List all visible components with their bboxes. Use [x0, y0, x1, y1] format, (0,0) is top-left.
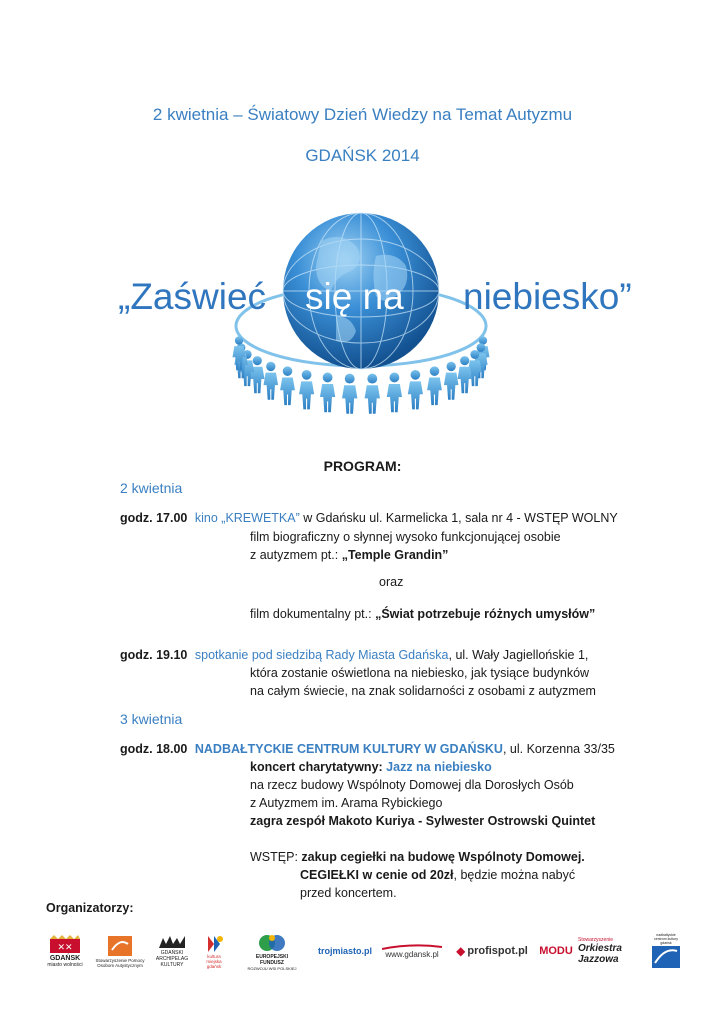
person-figure	[342, 374, 357, 414]
entry-label: WSTĘP:	[250, 850, 302, 864]
concert-title: Jazz na niebiesko	[386, 760, 492, 774]
gdansk-crest-icon	[48, 935, 82, 955]
nck-icon	[651, 945, 681, 969]
person-figure	[387, 373, 402, 413]
event-address: , ul. Korzenna 33/35	[502, 742, 615, 756]
logo-europejski-fundusz	[246, 926, 298, 976]
day1-event2-desc1: która zostanie oświetlona na niebiesko, jak tysiące budynków	[250, 666, 590, 680]
day2-desc2: z Autyzmem im. Arama Rybickiego	[250, 796, 443, 810]
film-title-2: „Świat potrzebuje różnych umysłów”	[375, 607, 596, 621]
eu-fund-icon	[257, 932, 287, 954]
logo-text: profispot.pl	[467, 945, 528, 957]
logo-text: nadbałtyckie	[656, 933, 676, 937]
stowarzyszenie-icon	[106, 934, 134, 958]
concert-label: koncert charytatywny:	[250, 760, 387, 774]
day2-band: zagra zespół Makoto Kuriya - Sylwester Ostrowski Quintet	[250, 814, 596, 828]
day2-concert	[250, 760, 492, 774]
event-time: godz. 18.00	[120, 742, 188, 756]
day1-event1-line1	[120, 511, 618, 525]
slogan-part-1: „Zaświeć	[118, 276, 267, 317]
logo-stowarzyszenie	[92, 926, 148, 976]
logo-trojmiasto	[316, 926, 374, 976]
film-title-1: „Temple Grandin”	[341, 548, 449, 562]
event-venue: kino „KREWETKA”	[194, 511, 300, 525]
event-venue: spotkanie pod siedzibą Rady Miasta Gdańska	[194, 648, 449, 662]
person-figure	[444, 362, 459, 400]
logo-text: centrum kultury	[654, 937, 678, 941]
svg-text:✕✕: ✕✕	[57, 941, 73, 952]
logo-modu	[536, 926, 576, 976]
day2-entry	[250, 850, 585, 864]
logo-text: gdańsk	[206, 963, 222, 969]
day1-event1-desc1: film biograficzny o słynnej wysoko funkcjonującej osobie	[250, 530, 561, 544]
logo-text: Stowarzyszenie	[578, 937, 614, 943]
day2-label: 3 kwietnia	[120, 711, 183, 727]
logo-kultura-miejska	[198, 926, 230, 976]
price-suffix: , będzie można nabyć	[453, 868, 576, 882]
person-figure	[320, 373, 335, 413]
logo-text: kultura	[207, 953, 221, 959]
day2-price-line2: przed koncertem.	[300, 886, 397, 900]
day1-event1-film2	[250, 607, 595, 621]
logo-gdansk-pl	[376, 926, 448, 976]
logo-text: Orkiestra	[578, 943, 622, 954]
program-title: PROGRAM:	[323, 458, 402, 474]
person-figure	[264, 362, 279, 400]
header-title: 2 kwietnia – Światowy Dzień Wiedzy na Temat Autyzmu	[152, 105, 573, 124]
logo-subtext: Osobom Autystycznym	[97, 963, 143, 968]
event-time: godz. 17.00	[120, 511, 188, 525]
logo-text: miejska	[206, 958, 222, 964]
kultura-icon	[202, 934, 226, 954]
logo-text: ARCHIPELAG	[155, 956, 189, 962]
person-figure	[365, 374, 380, 414]
event-address: , ul. Wały Jagiellońskie 1,	[448, 648, 589, 662]
logo-text: Stowarzyszenie Pomocy	[95, 958, 145, 963]
event-time: godz. 19.10	[120, 648, 188, 662]
day1-event2-desc2: na całym świecie, na znak solidarności z osobami z autyzmem	[250, 684, 596, 698]
logo-text: Jazzowa	[578, 954, 619, 965]
person-figure	[299, 370, 314, 409]
organizers-label: Organizatorzy:	[46, 901, 134, 915]
entry-text: zakup cegiełki na budowę Wspólnoty Domowej.	[301, 850, 585, 864]
person-figure	[280, 366, 295, 405]
logo-text: gdańsk	[660, 941, 672, 945]
logo-text: KULTURY	[160, 962, 184, 968]
header-subtitle: GDAŃSK 2014	[305, 146, 420, 165]
logo-text: www.gdansk.pl	[385, 949, 439, 959]
logo-text: FUNDUSZ	[260, 959, 284, 966]
logo-text: trojmiasto.pl	[317, 946, 372, 956]
slogan-part-3: niebiesko”	[463, 276, 632, 317]
logo-text: ROZWOJU WSI POLSKIEJ	[247, 965, 297, 971]
logo-text: GDAŃSK	[49, 954, 81, 962]
event-address: w Gdańsku ul. Karmelicka 1, sala nr 4 -	[299, 511, 525, 525]
logo-text: MODU	[539, 945, 573, 957]
day2-event1-line1	[120, 742, 615, 756]
person-figure	[427, 366, 442, 405]
event-venue: NADBAŁTYCKIE CENTRUM KULTURY W GDAŃSKU	[194, 742, 503, 756]
logo-text: GDAŃSKI	[160, 950, 184, 956]
day2-desc1: na rzecz budowy Wspólnoty Domowej dla Dorosłych Osób	[250, 778, 574, 792]
price-text: CEGIEŁKI w cenie od 20zł	[300, 868, 454, 882]
logo-archipelag	[150, 926, 194, 976]
archipelag-icon	[157, 934, 187, 950]
desc-text: film dokumentalny pt.:	[250, 607, 376, 621]
day1-event1-desc2	[250, 548, 448, 562]
logo-subtext: miasto wolności	[47, 961, 83, 968]
day1-event2-line1	[120, 648, 588, 662]
oraz-text: oraz	[379, 575, 404, 589]
event-entry: WSTĘP WOLNY	[524, 511, 618, 525]
profispot-icon: ◆	[456, 944, 466, 958]
person-figure	[408, 370, 423, 409]
day2-price	[300, 868, 575, 882]
desc-text: z autyzmem pt.:	[250, 548, 342, 562]
logo-nck	[646, 926, 686, 976]
logo-orkiestra-jazzowa	[578, 926, 642, 976]
slogan-part-2: się na	[305, 276, 404, 317]
logo-profispot	[452, 926, 532, 976]
logo-gdansk	[40, 926, 90, 976]
logo-text: EUROPEJSKI	[255, 953, 289, 960]
day1-label: 2 kwietnia	[120, 480, 183, 496]
